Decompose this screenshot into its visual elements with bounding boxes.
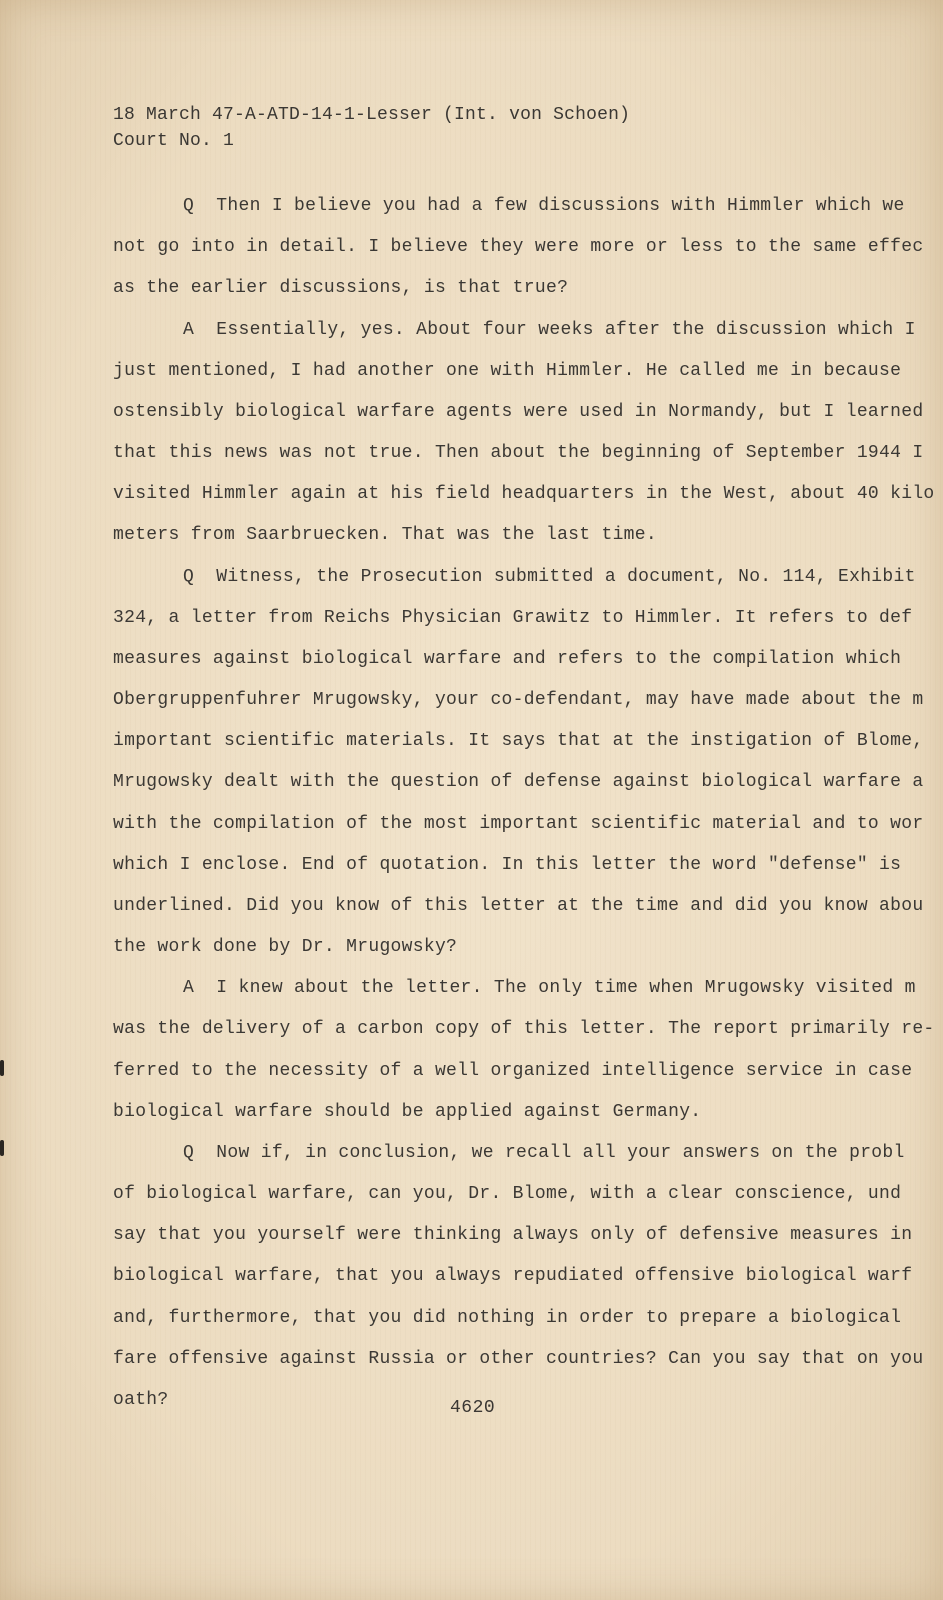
body-line: biological warfare, that you always repudiated offensive biological warf bbox=[113, 1266, 913, 1286]
body-line: with the compilation of the most important scientific material and to wor bbox=[113, 814, 924, 834]
header-line-1: 18 March 47-A-ATD-14-1-Lesser (Int. von Schoen) bbox=[113, 105, 631, 125]
body-line: A Essentially, yes. About four weeks after the discussion which I bbox=[183, 320, 916, 340]
body-line: and, furthermore, that you did nothing in order to prepare a biological bbox=[113, 1308, 902, 1328]
body-line: A I knew about the letter. The only time when Mrugowsky visited m bbox=[183, 978, 916, 998]
body-line: say that you yourself were thinking always only of defensive measures in bbox=[113, 1225, 913, 1245]
body-line: Q Witness, the Prosecution submitted a document, No. 114, Exhibit bbox=[183, 567, 916, 587]
body-line: biological warfare should be applied against Germany. bbox=[113, 1102, 702, 1122]
body-line: Q Then I believe you had a few discussions with Himmler which we bbox=[183, 196, 905, 216]
body-line: meters from Saarbruecken. That was the last time. bbox=[113, 525, 657, 545]
body-line: 324, a letter from Reichs Physician Grawitz to Himmler. It refers to def bbox=[113, 608, 913, 628]
binding-mark bbox=[0, 1140, 4, 1156]
body-line: important scientific materials. It says that at the instigation of Blome, bbox=[113, 731, 924, 751]
body-line: of biological warfare, can you, Dr. Blome, with a clear conscience, und bbox=[113, 1184, 902, 1204]
binding-mark bbox=[0, 1060, 4, 1076]
body-line: that this news was not true. Then about the beginning of September 1944 I bbox=[113, 443, 924, 463]
body-line: Obergruppenfuhrer Mrugowsky, your co-defendant, may have made about the m bbox=[113, 690, 924, 710]
body-line: just mentioned, I had another one with Himmler. He called me in because bbox=[113, 361, 902, 381]
body-line: as the earlier discussions, is that true? bbox=[113, 278, 569, 298]
body-line: ferred to the necessity of a well organized intelligence service in case bbox=[113, 1061, 913, 1081]
body-line: which I enclose. End of quotation. In this letter the word "defense" is bbox=[113, 855, 902, 875]
body-line: measures against biological warfare and refers to the compilation which bbox=[113, 649, 902, 669]
body-line: fare offensive against Russia or other countries? Can you say that on you bbox=[113, 1349, 924, 1369]
body-line: oath? bbox=[113, 1390, 169, 1410]
body-line: visited Himmler again at his field headquarters in the West, about 40 kilo bbox=[113, 484, 935, 504]
page-number: 4620 bbox=[450, 1398, 496, 1418]
header-line-2: Court No. 1 bbox=[113, 131, 235, 151]
body-line: underlined. Did you know of this letter at the time and did you know abou bbox=[113, 896, 924, 916]
body-line: the work done by Dr. Mrugowsky? bbox=[113, 937, 458, 957]
body-line: ostensibly biological warfare agents were used in Normandy, but I learned bbox=[113, 402, 924, 422]
body-line: Mrugowsky dealt with the question of defense against biological warfare a bbox=[113, 772, 924, 792]
body-line: not go into in detail. I believe they were more or less to the same effec bbox=[113, 237, 924, 257]
body-line: was the delivery of a carbon copy of this letter. The report primarily re- bbox=[113, 1019, 935, 1039]
body-line: Q Now if, in conclusion, we recall all your answers on the probl bbox=[183, 1143, 905, 1163]
document-header bbox=[113, 102, 630, 154]
